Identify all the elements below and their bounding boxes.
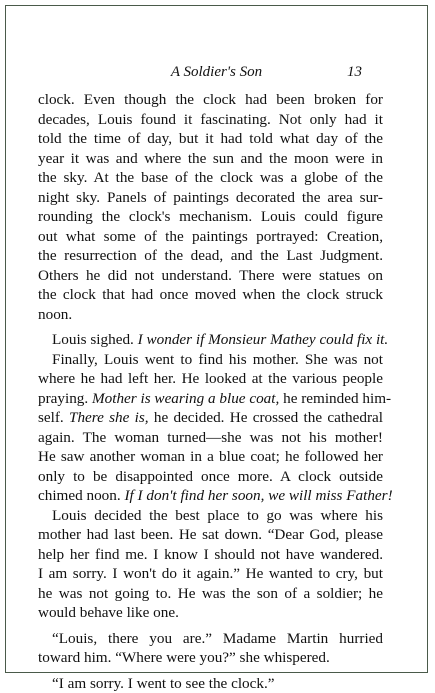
text-run: self.	[38, 409, 69, 426]
paragraph	[38, 506, 383, 623]
text-line	[38, 285, 383, 305]
text-line	[38, 525, 383, 545]
text-run: He saw another woman in a blue coat; he followed her	[38, 448, 383, 465]
text-run: Finally, Louis went to find his mother. She was not	[52, 351, 383, 368]
text-line	[38, 188, 383, 208]
text-run: decades, Louis found it fascinating. Not only had it	[38, 111, 383, 128]
text-run: I am sorry. I won't do it again.” He wanted to cry, but	[38, 565, 383, 582]
text-line	[38, 629, 383, 649]
text-run: he was not going to. He was the son of a soldier; he	[38, 585, 383, 602]
italic-text: I wonder if Monsieur Mathey could fix it.	[138, 331, 389, 348]
text-run: night sky. Panels of paintings decorated the area sur-	[38, 189, 383, 206]
text-line	[38, 110, 383, 130]
text-run: only to be disappointed once more. A clock outside	[38, 468, 383, 485]
text-run: Others he did not understand. There were statues on	[38, 267, 383, 284]
text-line	[38, 207, 383, 227]
text-run: would behave like one.	[38, 604, 179, 621]
text-line	[38, 168, 383, 188]
text-run: year it was and where the sun and the moon were in	[38, 150, 383, 167]
text-line	[38, 545, 383, 565]
text-line	[38, 266, 383, 286]
text-line	[38, 369, 383, 389]
text-run: chimed noon.	[38, 487, 124, 504]
paragraph	[38, 629, 383, 668]
text-run: the resurrection of the dead, and the Last Judgment.	[38, 247, 383, 264]
text-run: he reminded him-	[279, 390, 391, 407]
paragraph	[38, 674, 383, 693]
text-run: told the time of day, but it had told what day of the	[38, 130, 383, 147]
text-run: again. The woman turned—she was not his mother!	[38, 429, 383, 446]
text-line	[38, 603, 383, 623]
text-line	[38, 389, 383, 409]
text-run: “Louis, there you are.” Madame Martin hurried	[52, 630, 383, 647]
body-text	[38, 90, 383, 693]
text-line	[38, 90, 383, 110]
text-run: clock. Even though the clock had been broken for	[38, 91, 383, 108]
text-run: noon.	[38, 306, 72, 323]
text-line	[38, 447, 383, 467]
italic-text: There she is,	[69, 409, 149, 426]
text-run: praying.	[38, 390, 92, 407]
running-title: A Soldier's Son	[6, 64, 427, 81]
text-line	[38, 564, 383, 584]
text-line	[38, 584, 383, 604]
text-line	[38, 467, 383, 487]
text-line	[38, 129, 383, 149]
text-line	[38, 350, 383, 370]
paragraph	[38, 330, 383, 350]
text-line	[38, 305, 383, 325]
text-line	[38, 149, 383, 169]
text-line	[38, 506, 383, 526]
text-run: toward him. “Where were you?” she whispered.	[38, 649, 330, 666]
text-line	[38, 648, 383, 668]
page-header	[6, 64, 427, 84]
text-run: mother had last been. He sat down. “Dear God, please	[38, 526, 383, 543]
text-line	[38, 428, 383, 448]
text-run: Louis sighed.	[52, 331, 138, 348]
text-line	[38, 330, 383, 350]
text-run: rounding the clock's mechanism. Louis could figure	[38, 208, 383, 225]
paragraph	[38, 90, 383, 324]
text-line	[38, 227, 383, 247]
text-run: out what some of the paintings portrayed: Creation,	[38, 228, 383, 245]
text-run: help her find me. I know I should not have wandered.	[38, 546, 383, 563]
page-number: 13	[347, 64, 362, 81]
text-line	[38, 246, 383, 266]
italic-text: Mother is wearing a blue coat,	[92, 390, 279, 407]
text-line	[38, 674, 383, 693]
text-run: Louis decided the best place to go was where his	[52, 507, 383, 524]
italic-text: If I don't find her soon, we will miss Father!	[124, 487, 392, 504]
text-line	[38, 486, 383, 506]
text-run: he decided. He crossed the cathedral	[149, 409, 383, 426]
text-run: the clock that had once moved when the clock struck	[38, 286, 383, 303]
text-run: the sky. At the base of the clock was a globe of the	[38, 169, 383, 186]
text-run: “I am sorry. I went to see the clock.”	[52, 675, 275, 692]
paragraph	[38, 350, 383, 506]
text-run: where he had left her. He looked at the various people	[38, 370, 383, 387]
text-line	[38, 408, 383, 428]
